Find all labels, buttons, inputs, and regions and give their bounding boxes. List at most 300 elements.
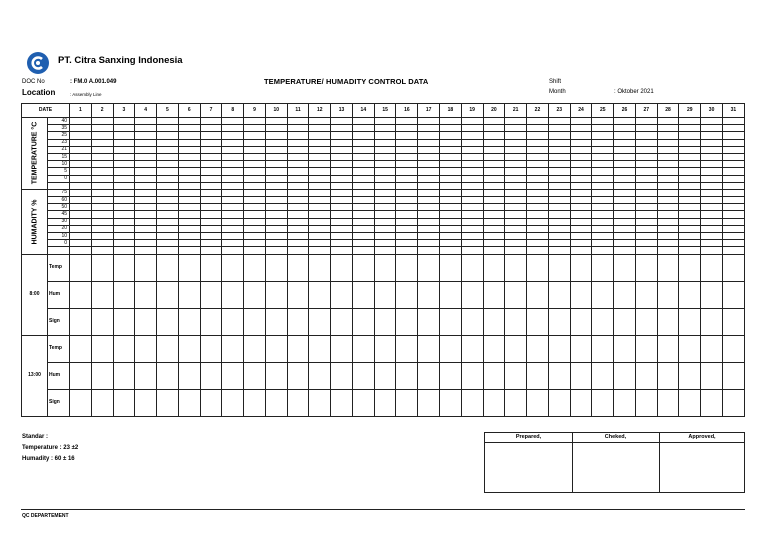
entry-cell xyxy=(592,335,614,362)
entry-cell xyxy=(70,247,92,254)
entry-cell xyxy=(548,146,570,153)
entry-cell xyxy=(374,132,396,139)
entry-cell xyxy=(679,197,701,204)
entry-cell xyxy=(396,308,418,335)
entry-cell xyxy=(222,132,244,139)
entry-cell xyxy=(265,197,287,204)
entry-cell xyxy=(505,362,527,389)
entry-cell xyxy=(548,389,570,416)
entry-cell xyxy=(135,281,157,308)
day-header: 19 xyxy=(461,104,483,118)
entry-cell xyxy=(722,281,744,308)
entry-cell xyxy=(461,182,483,189)
entry-cell xyxy=(178,218,200,225)
day-header: 21 xyxy=(505,104,527,118)
entry-cell xyxy=(200,125,222,132)
entry-cell xyxy=(701,389,723,416)
entry-cell xyxy=(157,175,179,182)
entry-cell xyxy=(331,211,353,218)
entry-cell xyxy=(157,118,179,125)
footer-rule xyxy=(21,509,745,510)
location-label: Location xyxy=(22,88,56,97)
entry-cell xyxy=(91,281,113,308)
entry-cell xyxy=(461,225,483,232)
entry-cell xyxy=(440,308,462,335)
entry-cell xyxy=(483,281,505,308)
entry-cell xyxy=(331,189,353,196)
entry-cell xyxy=(374,146,396,153)
entry-cell xyxy=(418,132,440,139)
entry-cell xyxy=(701,118,723,125)
entry-cell xyxy=(352,182,374,189)
entry-cell xyxy=(244,175,266,182)
entry-cell xyxy=(178,139,200,146)
entry-cell xyxy=(91,161,113,168)
entry-cell xyxy=(157,182,179,189)
entry-cell xyxy=(244,125,266,132)
entry-cell xyxy=(70,175,92,182)
entry-cell xyxy=(200,218,222,225)
entry-cell xyxy=(287,240,309,247)
entry-cell xyxy=(396,161,418,168)
entry-cell xyxy=(614,308,636,335)
entry-cell xyxy=(722,218,744,225)
day-header: 9 xyxy=(244,104,266,118)
entry-cell xyxy=(396,225,418,232)
entry-cell xyxy=(200,240,222,247)
entry-cell xyxy=(635,247,657,254)
entry-cell xyxy=(374,225,396,232)
entry-cell xyxy=(722,240,744,247)
entry-cell xyxy=(178,189,200,196)
entry-cell xyxy=(396,335,418,362)
month-value: : Oktober 2021 xyxy=(614,89,654,95)
entry-cell xyxy=(244,362,266,389)
entry-cell xyxy=(113,204,135,211)
entry-cell xyxy=(701,240,723,247)
entry-cell xyxy=(374,139,396,146)
day-header: 25 xyxy=(592,104,614,118)
entry-cell xyxy=(679,247,701,254)
entry-cell xyxy=(592,161,614,168)
temperature-axis-text: TEMPERATURE °C xyxy=(31,122,38,185)
standard-temperature: Temperature : 23 ±2 xyxy=(22,445,79,451)
entry-cell xyxy=(701,197,723,204)
entry-cell xyxy=(331,182,353,189)
entry-cell xyxy=(440,211,462,218)
entry-cell xyxy=(440,225,462,232)
entry-cell xyxy=(722,362,744,389)
entry-cell xyxy=(222,211,244,218)
entry-cell xyxy=(374,118,396,125)
entry-cell xyxy=(570,281,592,308)
entry-cell xyxy=(287,153,309,160)
entry-cell xyxy=(222,218,244,225)
entry-cell xyxy=(396,168,418,175)
entry-cell xyxy=(592,153,614,160)
entry-cell xyxy=(200,362,222,389)
entry-cell xyxy=(679,281,701,308)
entry-cell xyxy=(309,161,331,168)
entry-cell xyxy=(70,118,92,125)
entry-cell xyxy=(309,233,331,240)
entry-cell xyxy=(483,240,505,247)
entry-cell xyxy=(527,182,549,189)
entry-cell xyxy=(440,139,462,146)
entry-cell xyxy=(722,247,744,254)
entry-cell xyxy=(701,225,723,232)
entry-cell xyxy=(244,204,266,211)
entry-cell xyxy=(440,175,462,182)
entry-cell xyxy=(614,118,636,125)
entry-cell xyxy=(352,204,374,211)
entry-cell xyxy=(352,118,374,125)
entry-cell xyxy=(200,153,222,160)
entry-cell xyxy=(331,233,353,240)
entry-cell xyxy=(701,168,723,175)
entry-cell xyxy=(70,218,92,225)
entry-cell xyxy=(570,125,592,132)
session-time: 8:00 xyxy=(22,254,48,335)
entry-cell xyxy=(70,139,92,146)
entry-cell xyxy=(527,168,549,175)
session-row-label: Temp xyxy=(48,254,70,281)
entry-cell xyxy=(701,204,723,211)
entry-cell xyxy=(527,211,549,218)
shift-label: Shift xyxy=(549,79,562,85)
entry-cell xyxy=(440,389,462,416)
entry-cell xyxy=(570,233,592,240)
entry-cell xyxy=(657,254,679,281)
day-header: 15 xyxy=(374,104,396,118)
entry-cell xyxy=(592,389,614,416)
entry-cell xyxy=(287,218,309,225)
entry-cell xyxy=(91,308,113,335)
entry-cell xyxy=(592,218,614,225)
entry-cell xyxy=(222,254,244,281)
entry-cell xyxy=(461,189,483,196)
entry-cell xyxy=(701,132,723,139)
entry-cell xyxy=(352,247,374,254)
entry-cell xyxy=(614,204,636,211)
entry-cell xyxy=(548,153,570,160)
day-header: 31 xyxy=(722,104,744,118)
entry-cell xyxy=(331,146,353,153)
entry-cell xyxy=(113,146,135,153)
entry-cell xyxy=(178,308,200,335)
entry-cell xyxy=(657,175,679,182)
signature-box xyxy=(484,432,745,493)
entry-cell xyxy=(113,281,135,308)
day-header: 18 xyxy=(440,104,462,118)
entry-cell xyxy=(352,281,374,308)
entry-cell xyxy=(635,139,657,146)
entry-cell xyxy=(135,125,157,132)
entry-cell xyxy=(287,189,309,196)
entry-cell xyxy=(570,204,592,211)
entry-cell xyxy=(113,233,135,240)
entry-cell xyxy=(505,197,527,204)
entry-cell xyxy=(679,218,701,225)
entry-cell xyxy=(505,146,527,153)
entry-cell xyxy=(178,146,200,153)
entry-cell xyxy=(418,168,440,175)
entry-cell xyxy=(635,225,657,232)
entry-cell xyxy=(396,139,418,146)
entry-cell xyxy=(679,204,701,211)
entry-cell xyxy=(135,211,157,218)
entry-cell xyxy=(722,254,744,281)
entry-cell xyxy=(592,281,614,308)
entry-cell xyxy=(157,225,179,232)
entry-cell xyxy=(200,281,222,308)
entry-cell xyxy=(178,118,200,125)
session-row-label: Hum xyxy=(48,362,70,389)
entry-cell xyxy=(265,389,287,416)
entry-cell xyxy=(244,335,266,362)
entry-cell xyxy=(70,335,92,362)
entry-cell xyxy=(287,175,309,182)
entry-cell xyxy=(679,240,701,247)
entry-cell xyxy=(222,240,244,247)
entry-cell xyxy=(418,225,440,232)
entry-cell xyxy=(548,204,570,211)
entry-cell xyxy=(548,175,570,182)
entry-cell xyxy=(592,182,614,189)
entry-cell xyxy=(614,139,636,146)
entry-cell xyxy=(461,389,483,416)
entry-cell xyxy=(135,389,157,416)
entry-cell xyxy=(592,247,614,254)
entry-cell xyxy=(592,146,614,153)
temperature-tick xyxy=(48,182,70,189)
entry-cell xyxy=(679,189,701,196)
entry-cell xyxy=(614,175,636,182)
entry-cell xyxy=(91,182,113,189)
entry-cell xyxy=(614,225,636,232)
entry-cell xyxy=(635,389,657,416)
entry-cell xyxy=(265,175,287,182)
entry-cell xyxy=(570,182,592,189)
entry-cell xyxy=(352,189,374,196)
entry-cell xyxy=(570,211,592,218)
entry-cell xyxy=(244,182,266,189)
entry-cell xyxy=(679,161,701,168)
entry-cell xyxy=(70,308,92,335)
entry-cell xyxy=(113,247,135,254)
entry-cell xyxy=(483,118,505,125)
entry-cell xyxy=(527,153,549,160)
entry-cell xyxy=(483,189,505,196)
entry-cell xyxy=(331,247,353,254)
humidity-tick: 20 xyxy=(48,225,70,232)
entry-cell xyxy=(113,308,135,335)
entry-cell xyxy=(265,139,287,146)
entry-cell xyxy=(178,204,200,211)
entry-cell xyxy=(570,218,592,225)
entry-cell xyxy=(331,218,353,225)
entry-cell xyxy=(418,153,440,160)
entry-cell xyxy=(265,362,287,389)
entry-cell xyxy=(418,139,440,146)
entry-cell xyxy=(592,254,614,281)
entry-cell xyxy=(483,175,505,182)
entry-cell xyxy=(309,254,331,281)
entry-cell xyxy=(200,211,222,218)
entry-cell xyxy=(352,362,374,389)
entry-cell xyxy=(222,175,244,182)
entry-cell xyxy=(200,118,222,125)
entry-cell xyxy=(91,254,113,281)
entry-cell xyxy=(200,308,222,335)
entry-cell xyxy=(635,218,657,225)
entry-cell xyxy=(418,125,440,132)
entry-cell xyxy=(461,132,483,139)
entry-cell xyxy=(657,362,679,389)
entry-cell xyxy=(374,189,396,196)
entry-cell xyxy=(592,362,614,389)
entry-cell xyxy=(200,225,222,232)
entry-cell xyxy=(352,132,374,139)
entry-cell xyxy=(679,389,701,416)
day-header: 29 xyxy=(679,104,701,118)
day-header: 13 xyxy=(331,104,353,118)
humidity-tick: 10 xyxy=(48,233,70,240)
entry-cell xyxy=(222,362,244,389)
temperature-tick: 23 xyxy=(48,139,70,146)
temperature-tick: 21 xyxy=(48,146,70,153)
entry-cell xyxy=(91,168,113,175)
entry-cell xyxy=(200,233,222,240)
entry-cell xyxy=(570,132,592,139)
entry-cell xyxy=(157,197,179,204)
entry-cell xyxy=(592,233,614,240)
entry-cell xyxy=(113,161,135,168)
entry-cell xyxy=(657,189,679,196)
entry-cell xyxy=(113,182,135,189)
entry-cell xyxy=(113,175,135,182)
entry-cell xyxy=(135,132,157,139)
day-header: 17 xyxy=(418,104,440,118)
entry-cell xyxy=(265,211,287,218)
entry-cell xyxy=(635,335,657,362)
entry-cell xyxy=(461,161,483,168)
entry-cell xyxy=(374,240,396,247)
entry-cell xyxy=(396,189,418,196)
entry-cell xyxy=(548,189,570,196)
entry-cell xyxy=(222,139,244,146)
entry-cell xyxy=(592,204,614,211)
entry-cell xyxy=(331,281,353,308)
entry-cell xyxy=(527,335,549,362)
entry-cell xyxy=(722,182,744,189)
entry-cell xyxy=(287,161,309,168)
entry-cell xyxy=(157,161,179,168)
entry-cell xyxy=(722,161,744,168)
doc-no-value: : FM.0 A.001.049 xyxy=(70,79,117,85)
entry-cell xyxy=(679,146,701,153)
entry-cell xyxy=(570,225,592,232)
entry-cell xyxy=(657,132,679,139)
entry-cell xyxy=(635,146,657,153)
entry-cell xyxy=(91,175,113,182)
entry-cell xyxy=(265,146,287,153)
entry-cell xyxy=(157,204,179,211)
humidity-axis-text: HUMADITY % xyxy=(31,199,38,245)
entry-cell xyxy=(527,189,549,196)
entry-cell xyxy=(570,175,592,182)
entry-cell xyxy=(222,197,244,204)
entry-cell xyxy=(157,335,179,362)
entry-cell xyxy=(113,132,135,139)
entry-cell xyxy=(331,254,353,281)
entry-cell xyxy=(287,225,309,232)
entry-cell xyxy=(265,182,287,189)
entry-cell xyxy=(418,211,440,218)
entry-cell xyxy=(200,389,222,416)
entry-cell xyxy=(309,308,331,335)
entry-cell xyxy=(570,168,592,175)
entry-cell xyxy=(309,125,331,132)
entry-cell xyxy=(331,197,353,204)
entry-cell xyxy=(222,204,244,211)
entry-cell xyxy=(505,254,527,281)
entry-cell xyxy=(679,118,701,125)
entry-cell xyxy=(265,161,287,168)
day-header: 6 xyxy=(178,104,200,118)
entry-cell xyxy=(635,254,657,281)
entry-cell xyxy=(374,362,396,389)
entry-cell xyxy=(592,211,614,218)
entry-cell xyxy=(113,240,135,247)
entry-cell xyxy=(614,233,636,240)
entry-cell xyxy=(635,211,657,218)
entry-cell xyxy=(309,139,331,146)
entry-cell xyxy=(440,335,462,362)
entry-cell xyxy=(440,362,462,389)
entry-cell xyxy=(483,146,505,153)
entry-cell xyxy=(331,389,353,416)
standard-humidity: Humadity : 60 ± 16 xyxy=(22,456,75,462)
entry-cell xyxy=(70,204,92,211)
entry-cell xyxy=(570,189,592,196)
entry-cell xyxy=(287,308,309,335)
entry-cell xyxy=(592,125,614,132)
entry-cell xyxy=(461,146,483,153)
entry-cell xyxy=(483,254,505,281)
entry-cell xyxy=(548,139,570,146)
entry-cell xyxy=(592,197,614,204)
entry-cell xyxy=(287,118,309,125)
entry-cell xyxy=(396,218,418,225)
day-header: 24 xyxy=(570,104,592,118)
entry-cell xyxy=(483,218,505,225)
entry-cell xyxy=(440,182,462,189)
entry-cell xyxy=(701,175,723,182)
entry-cell xyxy=(244,218,266,225)
entry-cell xyxy=(265,240,287,247)
session-row-label: Sign xyxy=(48,389,70,416)
entry-cell xyxy=(70,125,92,132)
entry-cell xyxy=(505,168,527,175)
entry-cell xyxy=(548,308,570,335)
entry-cell xyxy=(548,197,570,204)
humidity-tick xyxy=(48,247,70,254)
entry-cell xyxy=(548,240,570,247)
entry-cell xyxy=(570,240,592,247)
entry-cell xyxy=(287,335,309,362)
entry-cell xyxy=(505,118,527,125)
